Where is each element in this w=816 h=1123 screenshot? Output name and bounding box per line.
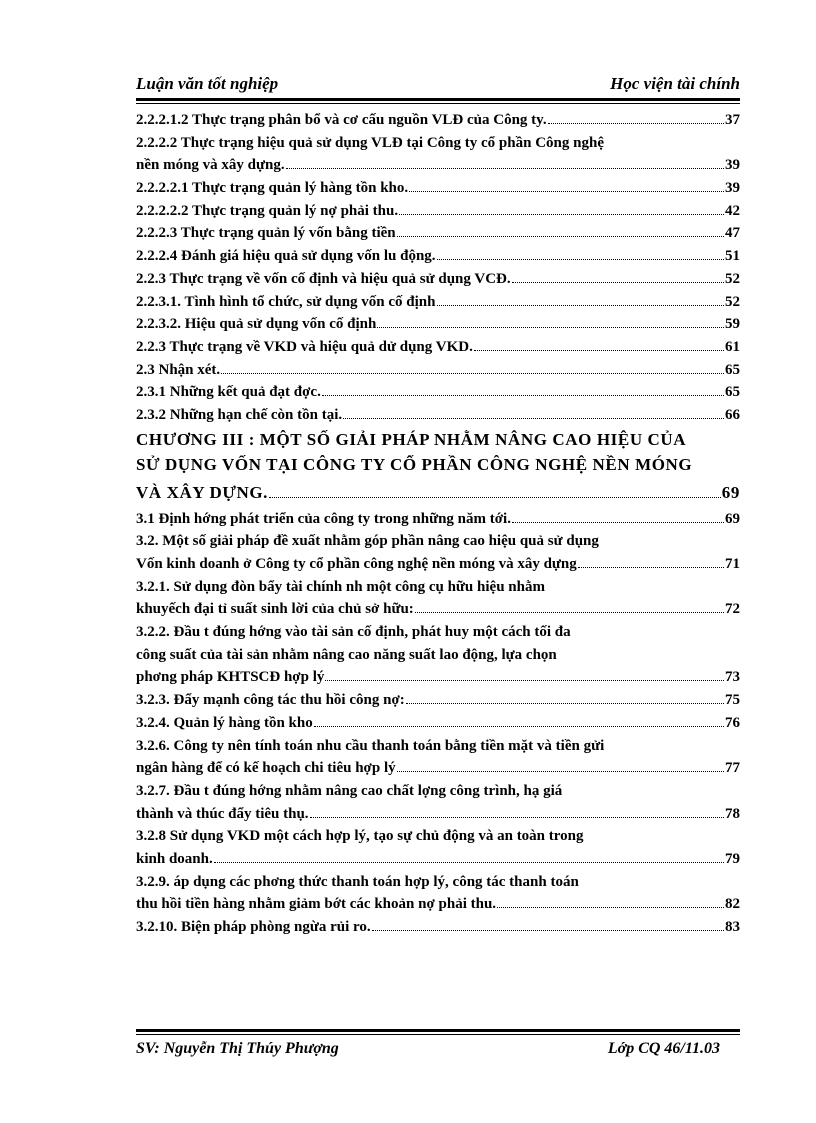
toc-page-number: 75 (725, 692, 740, 709)
header-rule-thick (136, 98, 740, 101)
footer-author: SV: Nguyễn Thị Thúy Phượng (136, 1040, 339, 1057)
toc-leader-dots (512, 282, 724, 283)
toc-entry-text: VÀ XÂY DỰNG. (136, 482, 269, 502)
toc-leader-dots (322, 395, 724, 396)
toc-entry (136, 783, 740, 806)
toc-entry (136, 203, 740, 226)
toc-entry-text: 3.2.7. Đầu t đúng hớng nhằm nâng cao chất lợng công trình, hạ giá (136, 782, 563, 799)
toc-page-number: 59 (725, 316, 740, 333)
toc-entry (136, 692, 740, 715)
toc-entry (136, 316, 740, 339)
toc-leader-dots (399, 214, 724, 215)
toc-entry-text: nền móng và xây dựng. (136, 157, 285, 174)
toc-leader-dots (497, 907, 724, 908)
header-left-title: Luận văn tốt nghiệp (136, 74, 279, 93)
toc-entry-text: CHƯƠNG III : MỘT SỐ GIẢI PHÁP NHẰM NÂNG CAO HIỆU CỦA (136, 429, 687, 449)
toc-leader-dots (474, 350, 724, 351)
toc-leader-dots (437, 259, 724, 260)
toc-entry (136, 180, 740, 203)
toc-leader-dots (310, 817, 724, 818)
toc-leader-dots (437, 305, 725, 306)
footer-rule-thick (136, 1029, 740, 1032)
toc-entry (136, 669, 740, 692)
toc-entry-text: SỬ DỤNG VỐN TẠI CÔNG TY CỔ PHẦN CÔNG NGHỆ NỀN MÓNG (136, 454, 693, 474)
toc-leader-dots (578, 567, 724, 568)
toc-entry (136, 601, 740, 624)
toc-entry (136, 851, 740, 874)
toc-entry-text: 2.2.3.1. Tình hình tổ chức, sử dụng vốn cố định (136, 293, 436, 310)
toc-entry (136, 738, 740, 761)
toc-entry (136, 455, 740, 483)
toc-page-number: 37 (725, 112, 740, 128)
toc-entry (136, 430, 740, 455)
toc-entry (136, 806, 740, 829)
toc-page-number: 83 (725, 919, 740, 935)
toc-leader-dots (286, 168, 724, 169)
page-header (136, 74, 740, 96)
toc-entry-text: công suất của tài sản nhằm nâng cao năng suất lao động, lựa chọn (136, 646, 557, 663)
toc-leader-dots (512, 522, 724, 523)
toc-entry (136, 384, 740, 407)
toc-page-number: 65 (725, 361, 740, 378)
toc-entry (136, 715, 740, 738)
toc-entry-text: 3.2.6. Công ty nên tính toán nhu cầu thanh toán bằng tiền mặt và tiền gửi (136, 737, 605, 754)
toc-page-number: 65 (725, 384, 740, 401)
toc-entry (136, 294, 740, 317)
toc-entry-text: 3.2.1. Sử dụng đòn bẩy tài chính nh một công cụ hữu hiệu nhằm (136, 578, 545, 595)
toc-page-number: 69 (725, 510, 740, 527)
toc-page-number: 78 (725, 805, 740, 822)
toc-page-number: 76 (725, 714, 740, 731)
toc-entry-text: kinh doanh. (136, 850, 213, 867)
footer-rule-thin (136, 1034, 740, 1035)
toc-entry-text: Vốn kinh doanh ở Công ty cổ phần công nghệ nền móng và xây dựng (136, 556, 577, 572)
toc-entry-text: 3.2.3. Đẩy mạnh công tác thu hồi công nợ: (136, 692, 405, 709)
toc-entry-text: thành và thúc đẩy tiêu thụ. (136, 805, 309, 822)
toc-entry-text: 3.2.8 Sử dụng VKD một cách hợp lý, tạo sự chủ động và an toàn trong (136, 828, 584, 845)
header-rule-thin (136, 103, 740, 104)
toc-entry (136, 533, 740, 556)
toc-leader-dots (372, 930, 724, 931)
header-right-title: Học viện tài chính (610, 74, 740, 93)
toc-entry-text: thu hồi tiền hàng nhằm giảm bớt các khoản nợ phải thu. (136, 896, 497, 913)
toc-entry (136, 896, 740, 919)
toc-leader-dots (406, 703, 724, 704)
toc-entry-text: 3.2.9. áp dụng các phơng thức thanh toán hợp lý, công tác thanh toán (136, 873, 579, 890)
toc-entry (136, 919, 740, 942)
toc-leader-dots (397, 771, 724, 772)
toc-leader-dots (548, 123, 724, 124)
toc-leader-dots (314, 726, 724, 727)
toc-entry-text: 2.2.2.2 Thực trạng hiệu quả sử dụng VLĐ tại Công ty cổ phần Công nghệ (136, 134, 604, 151)
toc-page-number: 51 (725, 248, 740, 265)
toc-page-number: 77 (725, 760, 740, 777)
toc-page-number: 52 (725, 270, 740, 287)
toc-page-number: 66 (725, 406, 740, 423)
toc-entry (136, 271, 740, 294)
toc-entry (136, 828, 740, 851)
toc-entry-text: 2.2.2.2.1 Thực trạng quản lý hàng tồn kho. (136, 180, 409, 197)
toc-entry-text: khuyếch đại tỉ suất sinh lời của chủ sở hữu: (136, 601, 414, 618)
toc-page-number: 52 (725, 293, 740, 310)
toc-entry (136, 407, 740, 430)
toc-entry-text: 2.3.2 Những hạn chế còn tồn tại. (136, 406, 343, 423)
toc-entry (136, 112, 740, 135)
toc-leader-dots (343, 418, 724, 419)
toc-entry-text: 2.3.1 Những kết quả đạt đợc. (136, 384, 321, 401)
toc-entry-text: phơng pháp KHTSCĐ hợp lý (136, 669, 325, 686)
toc-page-number: 42 (725, 202, 740, 219)
toc-entry (136, 624, 740, 647)
toc-page-number: 61 (725, 338, 740, 355)
toc-entry-text: 2.2.3 Thực trạng về VKD và hiệu quả dử dụng VKD. (136, 338, 473, 355)
toc-leader-dots (397, 236, 724, 237)
toc-entry-text: 2.2.2.1.2 Thực trạng phân bổ và cơ cấu nguồn VLĐ của Công ty. (136, 112, 547, 128)
toc-page-number: 69 (721, 482, 740, 502)
toc-entry-text: ngân hàng để có kế hoạch chi tiêu hợp lý (136, 760, 396, 777)
toc-leader-dots (269, 497, 721, 498)
toc-page-number: 79 (725, 850, 740, 867)
toc-leader-dots (409, 191, 724, 192)
toc-entry (136, 579, 740, 602)
toc-entry-text: 2.2.2.3 Thực trạng quản lý vốn bằng tiền (136, 225, 396, 242)
toc-entry-text: 3.2. Một số giải pháp đề xuất nhằm góp phần nâng cao hiệu quả sử dụng (136, 533, 599, 550)
toc-entry-text: 3.1 Định hớng phát triển của công ty trong những năm tới. (136, 510, 511, 527)
toc-entry (136, 362, 740, 385)
toc-leader-dots (377, 327, 724, 328)
toc-page-number: 72 (725, 601, 740, 618)
toc-page-number: 71 (725, 556, 740, 572)
toc-entry (136, 483, 740, 511)
toc-leader-dots (221, 373, 724, 374)
toc-entry-text: 3.2.10. Biện pháp phòng ngừa rủi ro. (136, 919, 371, 935)
toc-page-number: 47 (725, 225, 740, 242)
toc-page-number: 82 (725, 896, 740, 913)
table-of-contents (136, 112, 740, 942)
toc-entry (136, 157, 740, 180)
toc-entry-text: 2.3 Nhận xét. (136, 361, 221, 378)
toc-entry (136, 760, 740, 783)
toc-leader-dots (325, 680, 724, 681)
toc-page-number: 39 (725, 180, 740, 197)
toc-entry (136, 339, 740, 362)
toc-leader-dots (214, 862, 724, 863)
toc-entry-text: 2.2.3.2. Hiệu quả sử dụng vốn cố định (136, 316, 377, 333)
toc-page-number: 39 (725, 157, 740, 174)
page-footer (136, 1040, 740, 1062)
toc-entry-text: 2.2.2.2.2 Thực trạng quản lý nợ phải thu. (136, 202, 399, 219)
toc-entry (136, 874, 740, 897)
toc-entry (136, 248, 740, 271)
toc-entry (136, 225, 740, 248)
toc-page-number: 73 (725, 669, 740, 686)
toc-entry-text: 3.2.2. Đầu t đúng hớng vào tài sản cố định, phát huy một cách tối đa (136, 624, 571, 641)
toc-entry (136, 556, 740, 579)
toc-entry-text: 2.2.2.4 Đánh giá hiệu quả sử dụng vốn lu động. (136, 248, 436, 265)
toc-entry-text: 2.2.3 Thực trạng về vốn cố định và hiệu quả sử dụng VCĐ. (136, 270, 511, 287)
footer-class: Lớp CQ 46/11.03 (607, 1040, 720, 1057)
toc-leader-dots (415, 612, 724, 613)
toc-entry-text: 3.2.4. Quản lý hàng tồn kho (136, 714, 313, 731)
toc-entry (136, 135, 740, 158)
toc-entry (136, 647, 740, 670)
toc-entry (136, 511, 740, 534)
